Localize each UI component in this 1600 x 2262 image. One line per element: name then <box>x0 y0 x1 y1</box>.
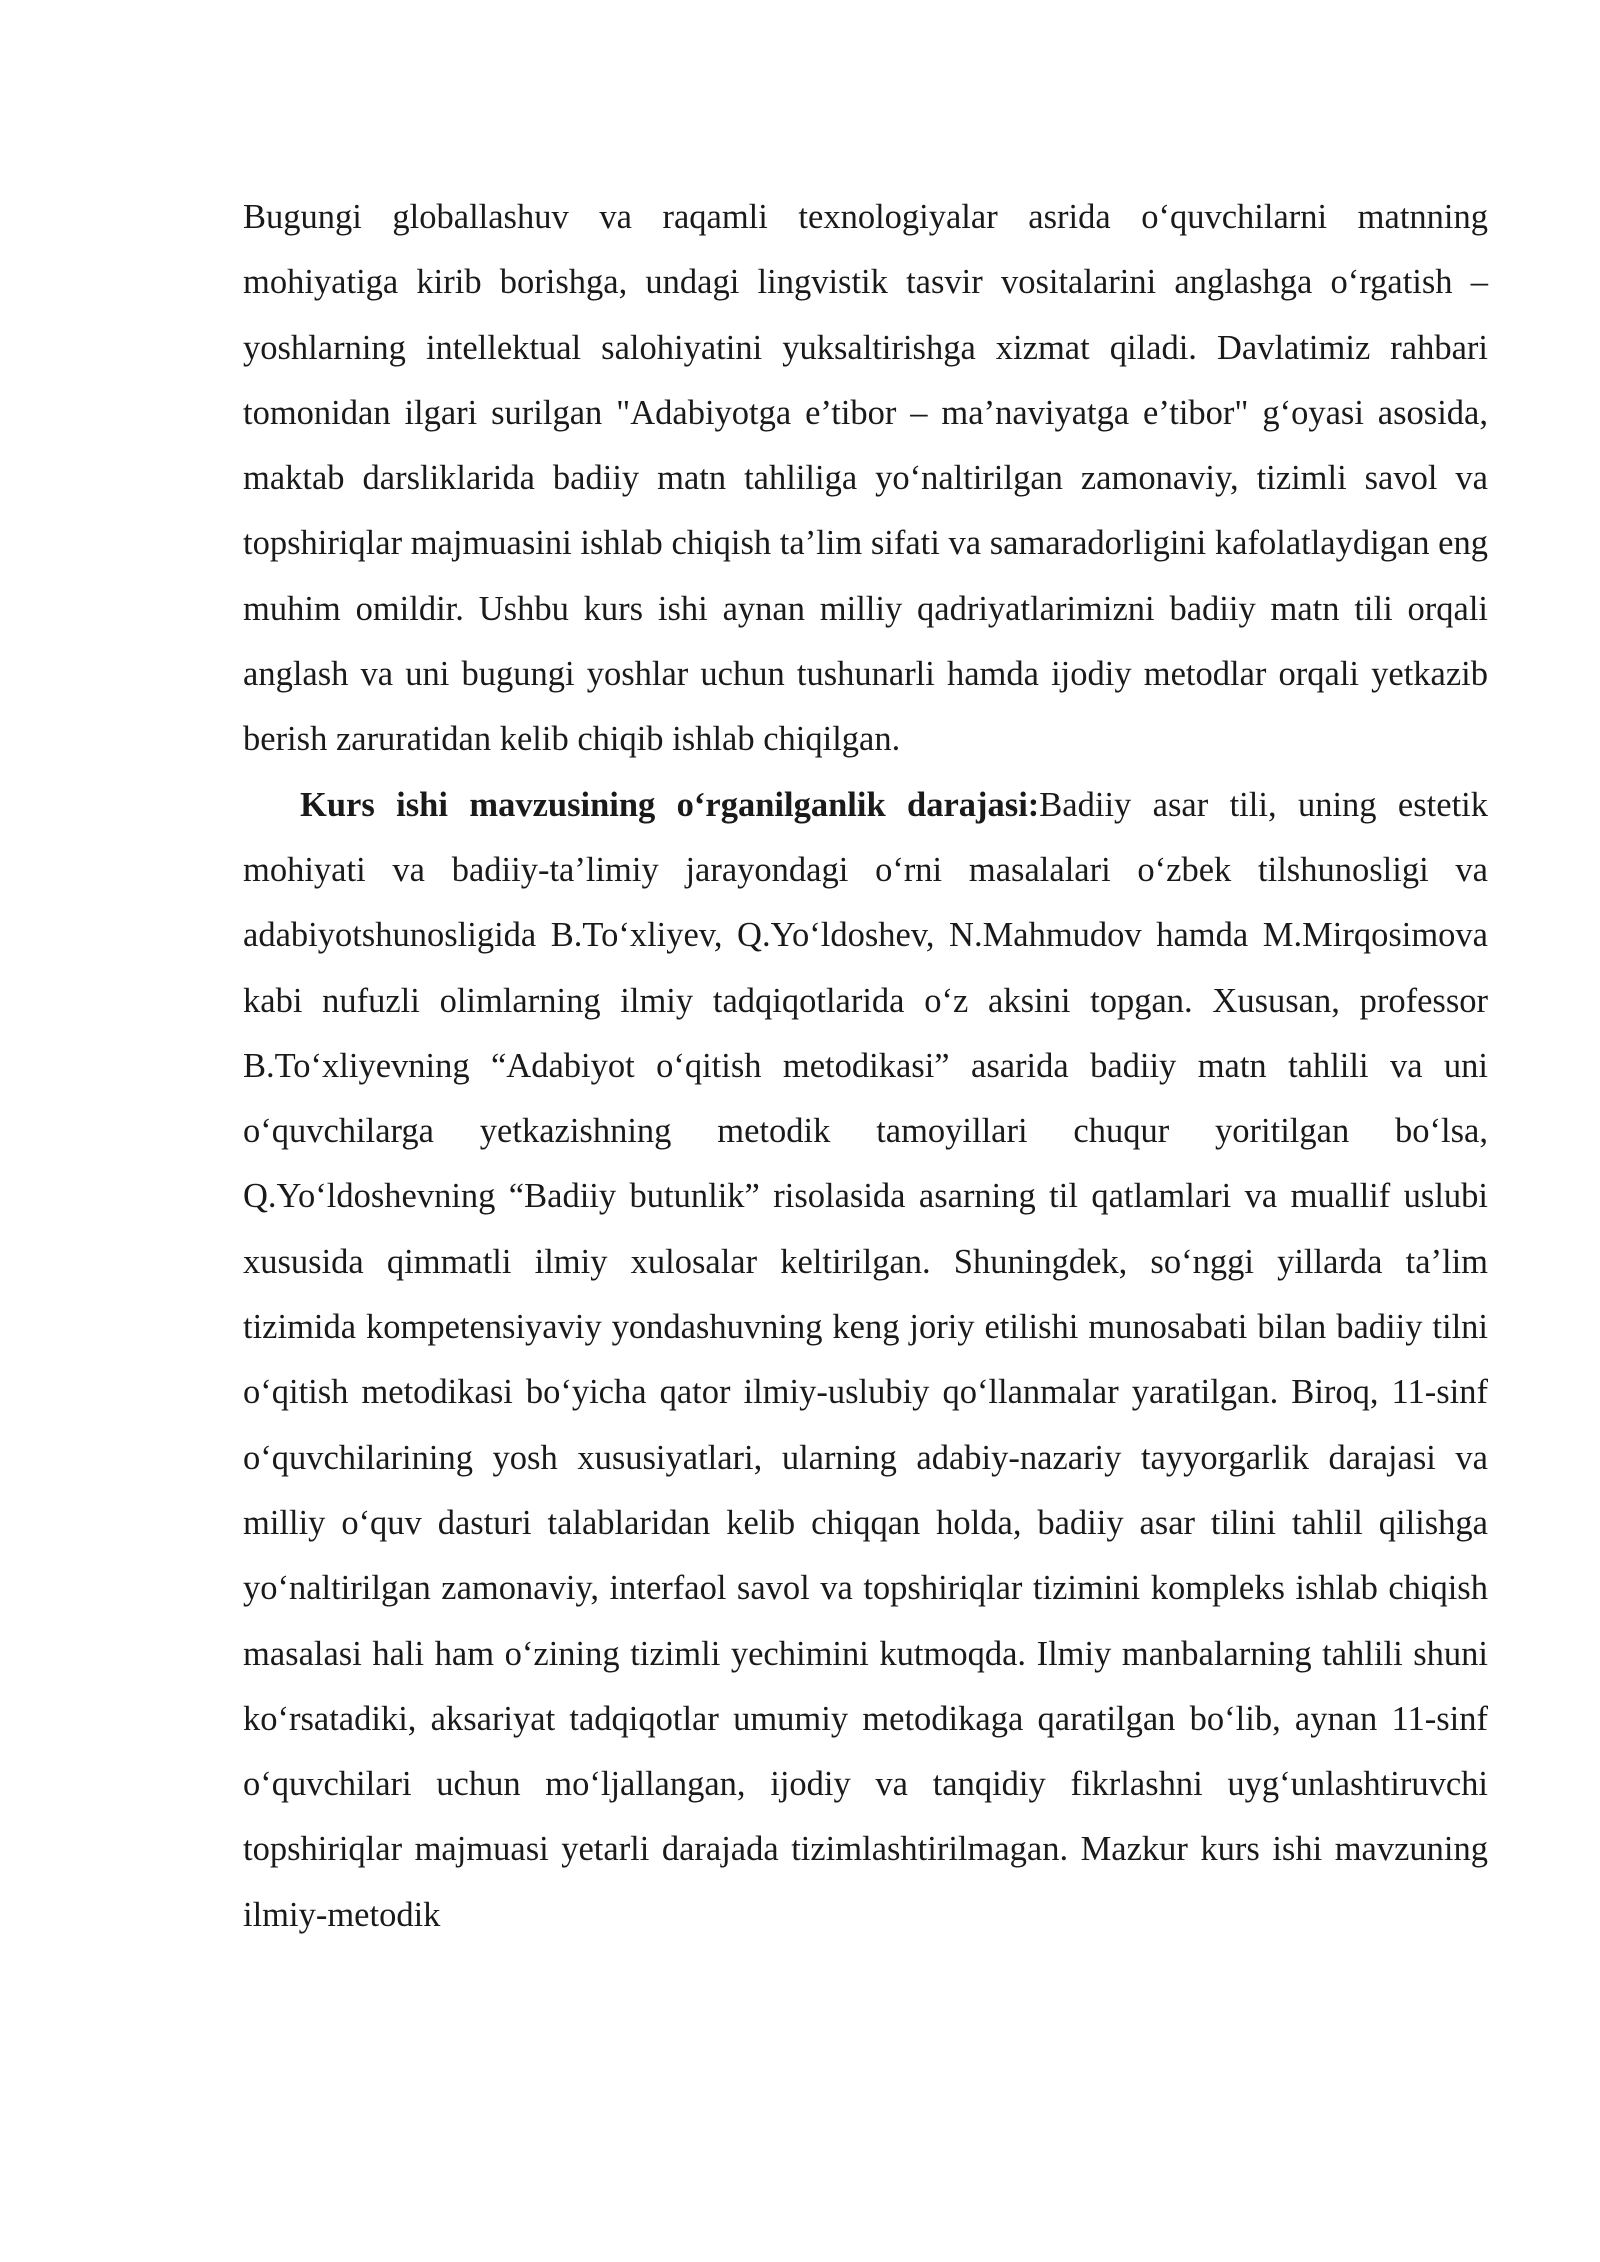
paragraph-body: Badiiy asar tili, uning estetik mohiyati va badiiy-ta’limiy jarayondagi oʻrni masalalari oʻzbek tilshunosligi va adabiyotshunosligida B.Toʻxliyev, Q.Yoʻldoshev, N.Mahmudov hamda M.Mirqosimova kabi nufuzli olimlarning ilmiy tadqiqotlarida oʻz aksini topgan. Xususan, professor B.Toʻxliyevning “Adabiyot oʻqitish metodikasi” asarida badiiy matn tahlili va uni oʻquvchilarga yetkazishning metodik tamoyillari chuqur yoritilgan boʻlsa, Q.Yoʻldoshevning “Badiiy butunlik” risolasida asarning til qatlamlari va muallif uslubi xususida qimmatli ilmiy xulosalar keltirilgan. Shuningdek, soʻnggi yillarda ta’lim tizimida kompetensiyaviy yondashuvning keng joriy etilishi munosabati bilan badiiy tilni oʻqitish metodikasi boʻyicha qator ilmiy-uslubiy qoʻllanmalar yaratilgan. Biroq, 11-sinf oʻquvchilarining yosh xususiyatlari, ularning adabiy-nazariy tayyorgarlik darajasi va milliy oʻquv dasturi talablaridan kelib chiqqan holda, badiiy asar tilini tahlil qilishga yoʻnaltirilgan zamonaviy, interfaol savol va topshiriqlar tizimini kompleks ishlab chiqish masalasi hali ham oʻzining tizimli yechimini kutmoqda. Ilmiy manbalarning tahlili shuni koʻrsatadiki, aksariyat tadqiqotlar umumiy metodikaga qaratilgan boʻlib, aynan 11-sinf oʻquvchilari uchun moʻljallangan, ijodiy va tanqidiy fikrlashni uygʻunlashtiruvchi topshiriqlar majmuasi yetarli darajada tizimlashtirilmagan. Mazkur kurs ishi mavzuning ilmiy-metodik <box>243 785 1488 1934</box>
body-text <box>243 185 1488 1948</box>
paragraph-heading: Kurs ishi mavzusining oʻrganilganlik darajasi: <box>300 785 1040 824</box>
paragraph-research-level <box>243 773 1488 1948</box>
paragraph-intro: Bugungi globallashuv va raqamli texnologiyalar asrida oʻquvchilarni matnning mohiyatiga kirib borishga, undagi lingvistik tasvir vositalarini anglashga oʻrgatish – yoshlarning intellektual salohiyatini yuksaltirishga xizmat qiladi. Davlatimiz rahbari tomonidan ilgari surilgan "Adabiyotga e’tibor – ma’naviyatga e’tibor" gʻoyasi asosida, maktab darsliklarida badiiy matn tahliliga yoʻnaltirilgan zamonaviy, tizimli savol va topshiriqlar majmuasini ishlab chiqish ta’lim sifati va samaradorligini kafolatlaydigan eng muhim omildir. Ushbu kurs ishi aynan milliy qadriyatlarimizni badiiy matn tili orqali anglash va uni bugungi yoshlar uchun tushunarli hamda ijodiy metodlar orqali yetkazib berish zaruratidan kelib chiqib ishlab chiqilgan. <box>243 198 1488 759</box>
